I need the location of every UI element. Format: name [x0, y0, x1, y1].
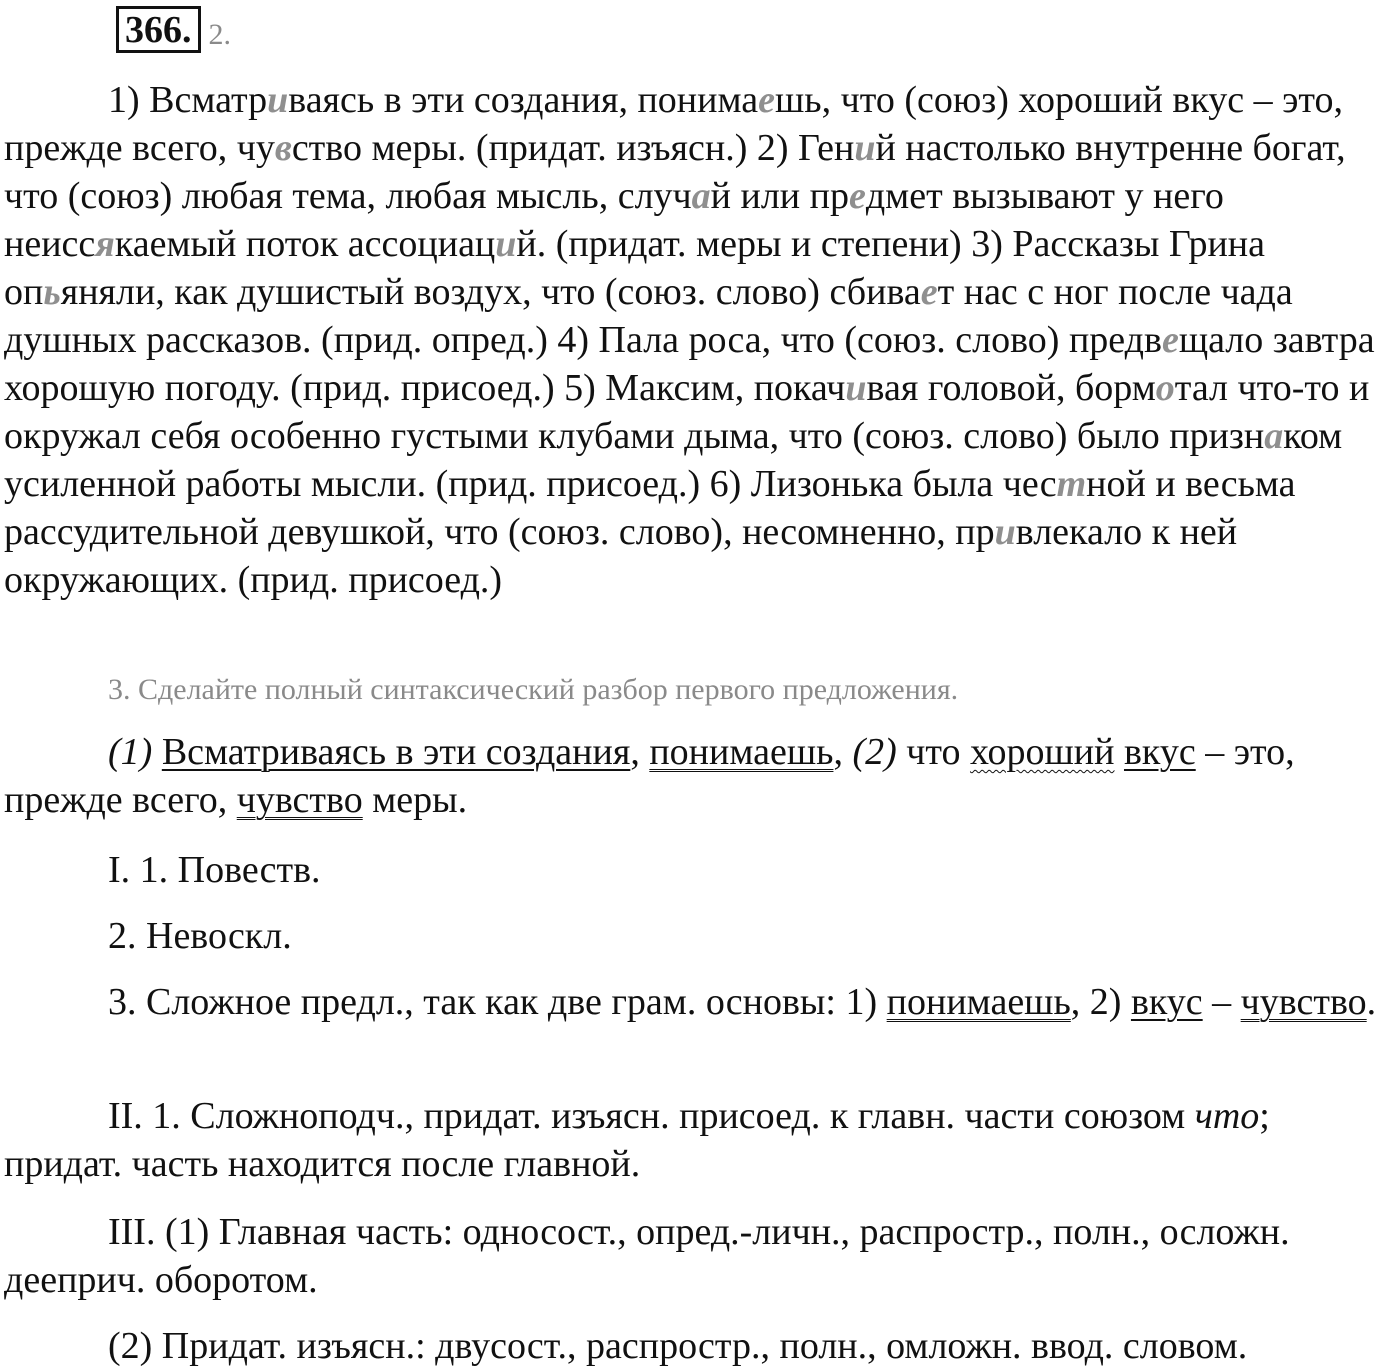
- analyzed-sentence: [4, 728, 1396, 824]
- subject-ref: вкус: [1130, 981, 1203, 1023]
- analysis-text: 3. Сложное предл., так как две грам. основы: 1): [108, 981, 878, 1023]
- highlighted-letter: е: [758, 79, 776, 121]
- highlighted-letter: е: [1161, 319, 1179, 361]
- marker-2: (2): [852, 731, 897, 773]
- comma: ,: [833, 731, 843, 773]
- dash: –: [1212, 981, 1232, 1023]
- predicate-1: понимаешь: [649, 731, 834, 773]
- analysis-line-iv: (2) Придат. изъясн.: двусост., распростр., полн., омложн. ввод. словом.: [108, 1325, 1248, 1367]
- answer-text: т нас с ног после чада душных рассказов. (прид. опред.) 4) Пала роса, что (союз. слово) предв: [4, 271, 1293, 361]
- subject: вкус: [1123, 731, 1196, 773]
- highlighted-letter: е: [920, 271, 938, 313]
- dash: –: [1205, 731, 1225, 773]
- task-3-instruction: 3. Сделайте полный синтаксический разбор первого предложения.: [108, 673, 959, 706]
- answer-text: 1) Всматр: [108, 79, 268, 121]
- answer-text: ной и весьма рассудительной девушкой, что (союз. слово), несомненно, пр: [4, 463, 1296, 553]
- analysis-text: , 2): [1070, 981, 1122, 1023]
- analysis-line-1: I. 1. Повеств.: [108, 849, 321, 891]
- predicate-ref-2: чувство: [1240, 981, 1367, 1023]
- highlighted-letter: и: [994, 511, 1016, 553]
- conjunction-ref: что: [1194, 1095, 1260, 1137]
- highlighted-letter: и: [854, 127, 876, 169]
- adverbial-phrase: Всматриваясь в эти создания: [161, 731, 631, 773]
- highlighted-letter: а: [691, 175, 711, 217]
- answer-text: шь, что (союз) хороший вкус – это, прежде всего, чу: [4, 79, 1344, 169]
- highlighted-letter: о: [1155, 367, 1175, 409]
- analysis-line-ii: [4, 1092, 1396, 1188]
- task-number: 366.: [116, 6, 201, 53]
- analysis-text: ; придат. часть находится после главной.: [4, 1095, 1270, 1185]
- period: .: [1366, 981, 1377, 1023]
- highlighted-letter: ь: [43, 271, 61, 313]
- predicate-2: чувство: [236, 779, 363, 821]
- sentence-middle: это, прежде всего,: [4, 731, 1295, 821]
- comma: ,: [630, 731, 640, 773]
- answer-text: щало завтра хорошую погоду. (прид. присоед.) 5) Максим, покач: [4, 319, 1375, 409]
- highlighted-letter: я: [95, 223, 115, 265]
- answer-text: ство меры. (придат. изъясн.) 2) Ген: [291, 127, 855, 169]
- answer-text: дмет вызывают у него неисс: [4, 175, 1224, 265]
- answer-text: й. (придат. меры и степени) 3) Рассказы Грина оп: [4, 223, 1265, 313]
- highlighted-letter: и: [495, 223, 517, 265]
- analysis-line-iii: III. (1) Главная часть: односост., опред.-личн., распростр., полн., осложн. дееприч. оборотом.: [4, 1211, 1290, 1301]
- attribute-word: хороший: [969, 731, 1115, 773]
- task-header: [116, 6, 231, 52]
- answer-text: тал что-то и окружал себя особенно густыми клубами дыма, что (союз. слово) было призн: [4, 367, 1370, 457]
- sentence-end: меры.: [372, 779, 468, 821]
- analysis-text: II. 1. Сложноподч., придат. изъясн. присоед. к главн. части союзом: [108, 1095, 1186, 1137]
- highlighted-letter: т: [1056, 463, 1087, 505]
- analysis-line-2: 2. Невоскл.: [108, 915, 292, 957]
- predicate-ref-1: понимаешь: [886, 981, 1071, 1023]
- conjunction: что: [906, 731, 961, 773]
- answer-text: й настолько внутренне богат, что (союз) любая тема, любая мысль, случ: [4, 127, 1346, 217]
- answer-text: й или пр: [710, 175, 849, 217]
- answer-text: каемый поток ассоциац: [114, 223, 496, 265]
- answer-text: яняли, как душистый воздух, что (союз. слово) сбива: [60, 271, 921, 313]
- answer-text: влекало к ней окружающих. (прид. присоед.): [4, 511, 1238, 601]
- marker-1: (1): [108, 731, 153, 773]
- analysis-line-3: [4, 978, 1396, 1026]
- answer-text: ком усиленной работы мысли. (прид. присоед.) 6) Лизонька была чес: [4, 415, 1343, 505]
- part-number: 2.: [208, 18, 231, 51]
- answer-text: вая головой, борм: [866, 367, 1156, 409]
- highlighted-letter: в: [274, 127, 292, 169]
- highlighted-letter: а: [1264, 415, 1284, 457]
- answer-text: ваясь в эти создания, понима: [288, 79, 759, 121]
- highlighted-letter: и: [267, 79, 289, 121]
- highlighted-letter: е: [848, 175, 866, 217]
- answer-paragraph: [4, 76, 1396, 604]
- highlighted-letter: и: [845, 367, 867, 409]
